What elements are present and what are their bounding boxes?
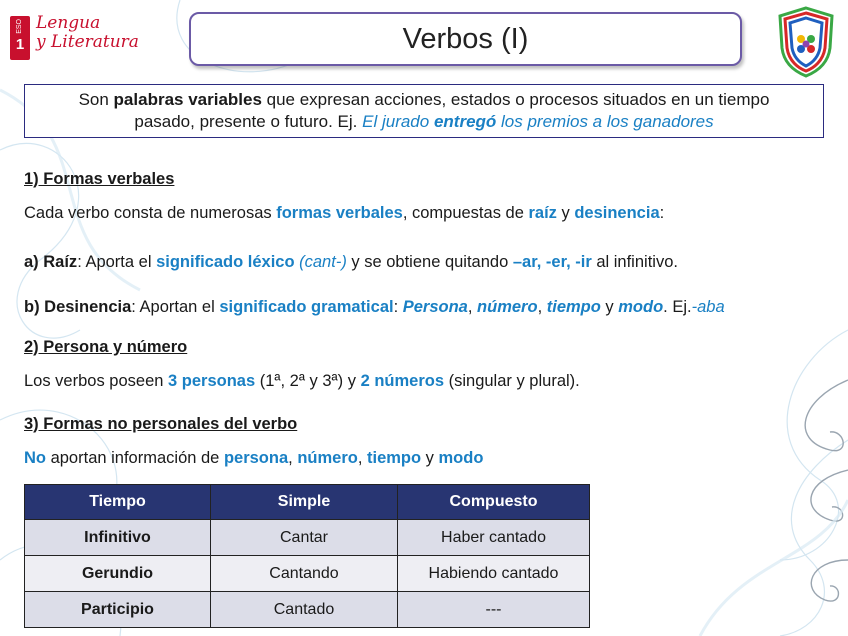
paragraph-no-personales: [24, 448, 483, 468]
table-cell: Haber cantado: [398, 520, 590, 556]
course-logo: [2, 12, 162, 60]
term-label: a) Raíz: [24, 253, 78, 271]
keyword: No: [24, 449, 46, 467]
text: (singular y plural).: [444, 372, 580, 390]
section-heading-formas: 1) Formas verbales: [24, 170, 175, 188]
text: y: [421, 449, 439, 467]
verb-forms-table: [24, 484, 590, 628]
eso-badge: [10, 16, 30, 60]
logo-subject: [36, 14, 139, 52]
term-label: b) Desinencia: [24, 298, 132, 316]
example-verb: entregó: [433, 112, 497, 131]
table-cell: Cantando: [211, 556, 398, 592]
definition-text: pasado, presente o futuro. Ej.: [134, 112, 363, 131]
column-header: Simple: [211, 485, 398, 520]
text: : Aporta el: [77, 253, 157, 271]
table-row: [25, 556, 590, 592]
text: y: [556, 204, 575, 222]
eso-badge-number: 1: [15, 35, 25, 53]
table-cell: Habiendo cantado: [398, 556, 590, 592]
keyword: persona: [223, 449, 289, 467]
page-title: Verbos (I): [189, 12, 742, 66]
table-cell: Cantar: [211, 520, 398, 556]
paragraph-formas: [24, 203, 664, 223]
row-header: Gerundio: [25, 556, 211, 592]
logo-line-2: y Literatura: [36, 32, 139, 52]
table-header-row: [25, 485, 590, 520]
text: al infinitivo.: [591, 253, 678, 271]
definition-keyword: palabras variables: [113, 90, 262, 109]
text: Los verbos poseen: [24, 372, 169, 390]
text: Cada verbo consta de numerosas: [24, 204, 277, 222]
text: . Ej.: [663, 298, 692, 316]
eso-badge-text: ESO: [16, 19, 23, 34]
paragraph-raiz: [24, 252, 678, 272]
example: (cant-): [299, 253, 347, 271]
definition-text: Son: [78, 90, 114, 109]
definition-box: [24, 84, 824, 138]
definition-text: que expresan acciones, estados o procesos situados en un tiempo: [261, 90, 770, 109]
keyword: desinencia: [574, 204, 660, 222]
keyword: tiempo: [367, 449, 422, 467]
column-header: Tiempo: [25, 485, 211, 520]
text: ,: [288, 449, 298, 467]
table-row: [25, 592, 590, 628]
example-text: los premios a los ganadores: [496, 112, 714, 131]
text: ,: [537, 298, 547, 316]
text: :: [659, 204, 665, 222]
example: -aba: [691, 298, 725, 316]
example-text: El jurado: [362, 112, 434, 131]
text: , compuestas de: [402, 204, 529, 222]
section-heading-no-personales: 3) Formas no personales del verbo: [24, 415, 298, 433]
keyword: raíz: [528, 204, 557, 222]
keyword: 3 personas: [168, 372, 256, 390]
text: y se obtiene quitando: [346, 253, 513, 271]
keyword: significado léxico: [156, 253, 295, 271]
text: ,: [357, 449, 367, 467]
keyword: formas verbales: [276, 204, 403, 222]
text: y: [600, 298, 619, 316]
keyword: tiempo: [546, 298, 601, 316]
keyword: –ar, -er, -ir: [512, 253, 592, 271]
keyword: Persona: [402, 298, 468, 316]
keyword: número: [297, 449, 358, 467]
table-row: [25, 520, 590, 556]
keyword: 2 números: [360, 372, 445, 390]
section-heading-persona: 2) Persona y número: [24, 338, 188, 356]
text: (1ª, 2ª y 3ª) y: [255, 372, 361, 390]
table-cell: Cantado: [211, 592, 398, 628]
text: : Aportan el: [131, 298, 220, 316]
paragraph-desinencia: [24, 297, 725, 317]
text: :: [393, 298, 403, 316]
row-header: Infinitivo: [25, 520, 211, 556]
shield-emblem-icon: [776, 6, 836, 78]
column-header: Compuesto: [398, 485, 590, 520]
keyword: modo: [618, 298, 664, 316]
text: aportan información de: [46, 449, 224, 467]
text: ,: [467, 298, 478, 316]
logo-line-1: Lengua: [36, 13, 101, 33]
paragraph-persona: [24, 371, 580, 391]
keyword: número: [477, 298, 538, 316]
row-header: Participio: [25, 592, 211, 628]
keyword: significado gramatical: [219, 298, 394, 316]
keyword: modo: [438, 449, 484, 467]
table-cell: ---: [398, 592, 590, 628]
